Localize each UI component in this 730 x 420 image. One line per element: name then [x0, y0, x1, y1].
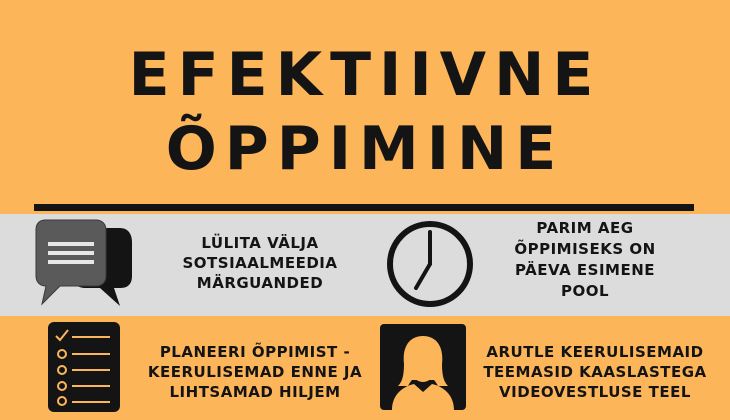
- checklist-icon: [48, 322, 120, 412]
- person-icon: [380, 324, 466, 410]
- title-line-1: EFEKTIIVNE: [128, 40, 602, 110]
- tip-line: VIDEOVESTLUSE TEEL: [499, 383, 691, 401]
- tip-line: KEERULISEMAD ENNE JA: [147, 363, 363, 381]
- tip-line: POOL: [560, 282, 610, 300]
- tip-line: LIHTSAMAD HILJEM: [169, 383, 341, 401]
- tip-best-time: [480, 218, 690, 302]
- tip-line: ARUTLE KEERULISEMAID: [486, 343, 704, 361]
- tip-line: PÄEVA ESIMENE: [515, 261, 655, 279]
- title-divider: [34, 204, 694, 211]
- tip-line: PARIM AEG: [536, 219, 634, 237]
- tip-line: PLANEERI ÕPPIMIST -: [159, 343, 351, 361]
- tip-social-media: [150, 233, 370, 293]
- title-line-2: ÕPPIMINE: [165, 114, 565, 184]
- tip-plan-learning: [135, 342, 375, 402]
- tip-line: LÜLITA VÄLJA: [201, 234, 319, 252]
- tip-line: ÕPPIMISEKS ON: [514, 240, 656, 258]
- tip-line: TEEMASID KAASLASTEGA: [483, 363, 707, 381]
- chat-bubbles-icon: [34, 218, 134, 310]
- tip-line: MÄRGUANDED: [196, 274, 324, 292]
- tip-video-discussion: [475, 342, 715, 402]
- tip-line: SOTSIAALMEEDIA: [182, 254, 338, 272]
- clock-icon: [386, 220, 474, 308]
